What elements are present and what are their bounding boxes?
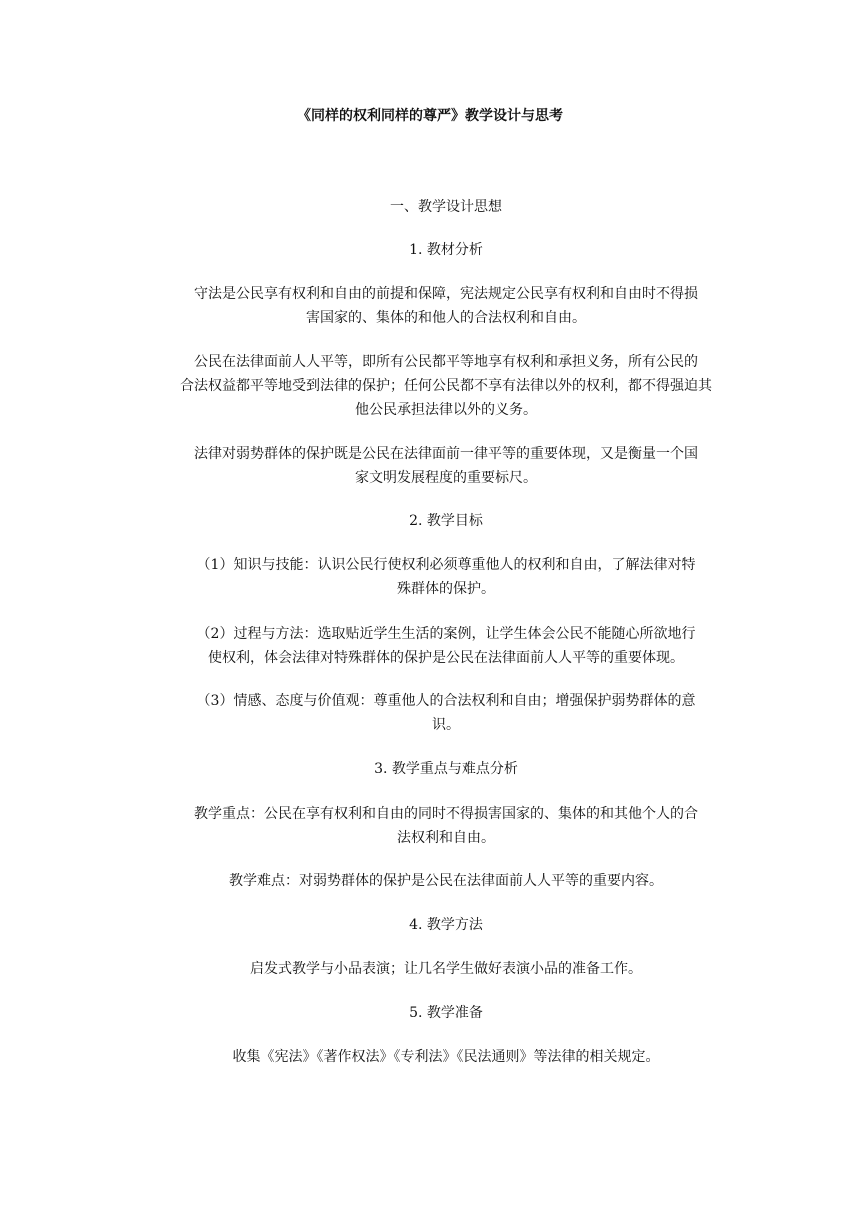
heading-teaching-goals: 2. 教学目标: [409, 513, 483, 529]
difficult-point: 教学难点：对弱势群体的保护是公民在法律面前人人平等的重要内容。: [229, 873, 663, 889]
heading-textbook-analysis: 1. 教材分析: [409, 242, 483, 258]
paragraph-vulnerable-groups: 法律对弱势群体的保护既是公民在法律面前一律平等的重要体现，又是衡量一个国 家文明发展程度的重要标尺。: [194, 446, 698, 486]
heading-key-difficult-points: 3. 教学重点与难点分析: [374, 761, 518, 777]
heading-teaching-preparation: 5. 教学准备: [409, 1005, 483, 1021]
goal-process-methods: （2）过程与方法：选取贴近学生生活的案例，让学生体会公民不能随心所欲地行 使权利，体会法律对特殊群体的保护是公民在法律面前人人平等的重要体现。: [196, 626, 696, 666]
paragraph-equality: 公民在法律面前人人平等，即所有公民都平等地享有权利和承担义务，所有公民的 合法权益都平等地受到法律的保护；任何公民都不享有法律以外的权利，都不得强迫其 他公民承担法律以外的义务。: [180, 354, 712, 418]
teaching-methods-text: 启发式教学与小品表演；让几名学生做好表演小品的准备工作。: [250, 961, 642, 977]
heading-teaching-methods: 4. 教学方法: [409, 917, 483, 933]
goal-attitudes-values: （3）情感、态度与价值观：尊重他人的合法权利和自由；增强保护弱势群体的意 识。: [196, 693, 696, 733]
paragraph-law-abiding: 守法是公民享有权利和自由的前提和保障，宪法规定公民享有权利和自由时不得损 害国家的、集体的和他人的合法权利和自由。: [194, 286, 698, 326]
teaching-preparation-text: 收集《宪法》《著作权法》《专利法》《民法通则》等法律的相关规定。: [232, 1049, 660, 1065]
section-heading: 一、教学设计思想: [390, 199, 502, 215]
document-title: 《同样的权利同样的尊严》教学设计与思考: [297, 108, 563, 124]
key-point: 教学重点：公民在享有权利和自由的同时不得损害国家的、集体的和其他个人的合 法权利和自由。: [194, 806, 698, 846]
goal-knowledge-skills: （1）知识与技能：认识公民行使权利必须尊重他人的权利和自由，了解法律对特 殊群体的保护。: [196, 557, 696, 597]
